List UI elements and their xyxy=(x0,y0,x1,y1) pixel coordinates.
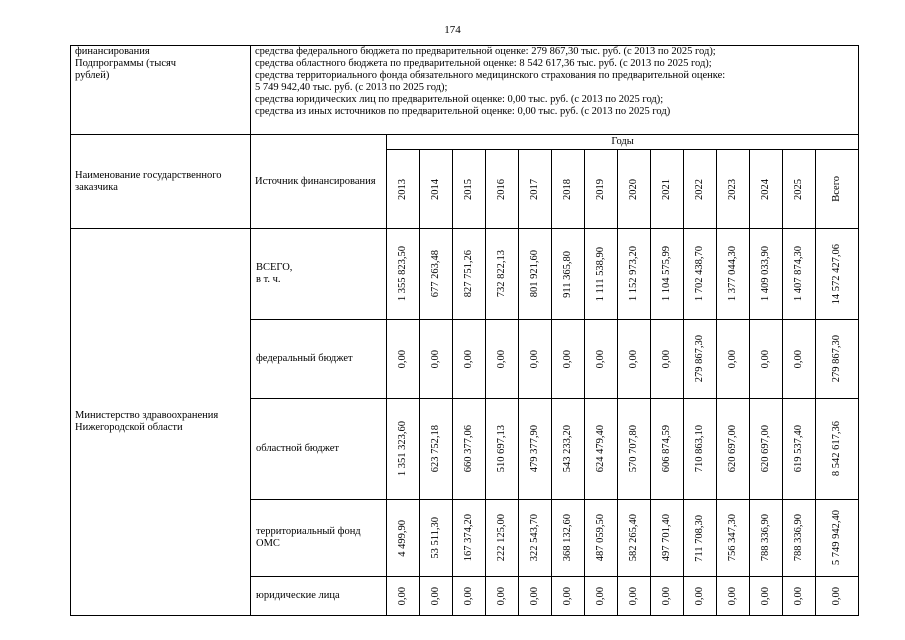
value-cell: 0,00 xyxy=(618,320,651,399)
value-cell: 624 479,40 xyxy=(585,399,618,500)
year-header-cell: 2014 xyxy=(420,150,453,229)
source-cell: областной бюджет xyxy=(251,399,387,500)
year-header-cell: 2021 xyxy=(651,150,684,229)
value-cell: 222 125,00 xyxy=(486,500,519,577)
value-cell: 0,00 xyxy=(420,320,453,399)
value-cell: 0,00 xyxy=(453,320,486,399)
summary-line: средства из иных источников по предварительной оценке: 0,00 тыс. руб. (с 2013 по 2025 год) xyxy=(255,106,671,117)
year-header-cell: 2016 xyxy=(486,150,519,229)
value-cell: 1 355 823,50 xyxy=(387,229,420,320)
financing-label-cell xyxy=(71,46,251,135)
value-cell: 710 863,10 xyxy=(684,399,717,500)
value-cell: 582 265,40 xyxy=(618,500,651,577)
value-cell: 0,00 xyxy=(519,320,552,399)
value-cell: 0,00 xyxy=(717,320,750,399)
value-cell: 0,00 xyxy=(453,577,486,616)
value-cell: 1 111 538,90 xyxy=(585,229,618,320)
value-cell: 0,00 xyxy=(420,577,453,616)
value-cell: 732 822,13 xyxy=(486,229,519,320)
total-value-cell: 14 572 427,06 xyxy=(816,229,859,320)
total-value-cell: 279 867,30 xyxy=(816,320,859,399)
summary-line: средства федерального бюджета по предварительной оценке: 279 867,30 тыс. руб. (с 2013 по 2025 год); xyxy=(255,46,716,57)
value-cell: 1 702 438,70 xyxy=(684,229,717,320)
value-cell: 756 347,30 xyxy=(717,500,750,577)
value-cell: 510 697,13 xyxy=(486,399,519,500)
value-cell: 4 499,90 xyxy=(387,500,420,577)
value-cell: 322 543,70 xyxy=(519,500,552,577)
value-cell: 570 707,80 xyxy=(618,399,651,500)
value-cell: 479 377,90 xyxy=(519,399,552,500)
summary-line: средства юридических лиц по предварительной оценке: 0,00 тыс. руб. (с 2013 по 2025 год); xyxy=(255,94,664,105)
source-label: ВСЕГО, xyxy=(256,262,293,273)
value-cell: 620 697,00 xyxy=(750,399,783,500)
value-cell: 801 921,60 xyxy=(519,229,552,320)
year-header-cell: 2024 xyxy=(750,150,783,229)
value-cell: 0,00 xyxy=(783,320,816,399)
source-sublabel: в т. ч. xyxy=(256,274,281,285)
year-header-cell: 2018 xyxy=(552,150,585,229)
value-cell: 620 697,00 xyxy=(717,399,750,500)
value-cell: 0,00 xyxy=(750,577,783,616)
value-cell: 0,00 xyxy=(486,320,519,399)
value-cell: 1 407 874,30 xyxy=(783,229,816,320)
value-cell: 53 511,30 xyxy=(420,500,453,577)
source-cell: юридические лица xyxy=(251,577,387,616)
value-cell: 0,00 xyxy=(552,320,585,399)
value-cell: 0,00 xyxy=(651,577,684,616)
value-cell: 619 537,40 xyxy=(783,399,816,500)
value-cell: 368 132,60 xyxy=(552,500,585,577)
total-value-cell: 8 542 617,36 xyxy=(816,399,859,500)
value-cell: 0,00 xyxy=(387,577,420,616)
value-cell: 606 874,59 xyxy=(651,399,684,500)
value-cell: 1 409 033,90 xyxy=(750,229,783,320)
value-cell: 711 708,30 xyxy=(684,500,717,577)
source-column-header: Источник финансирования xyxy=(251,135,387,229)
year-header-cell: 2023 xyxy=(717,150,750,229)
value-cell: 0,00 xyxy=(651,320,684,399)
value-cell: 0,00 xyxy=(717,577,750,616)
customer-cell: Министерство здравоохранения Нижегородской области xyxy=(71,229,251,616)
total-header-cell: Всего xyxy=(816,150,859,229)
value-cell: 0,00 xyxy=(585,320,618,399)
value-cell: 0,00 xyxy=(684,577,717,616)
year-header-cell: 2019 xyxy=(585,150,618,229)
financing-label-line: Подпрограммы (тысяч xyxy=(75,58,177,69)
total-value-cell: 5 749 942,40 xyxy=(816,500,859,577)
value-cell: 167 374,20 xyxy=(453,500,486,577)
value-cell: 0,00 xyxy=(486,577,519,616)
year-header-cell: 2015 xyxy=(453,150,486,229)
value-cell: 623 752,18 xyxy=(420,399,453,500)
value-cell: 0,00 xyxy=(552,577,585,616)
table-row xyxy=(71,229,859,320)
financing-summary-cell xyxy=(251,46,859,135)
year-header-cell: 2017 xyxy=(519,150,552,229)
financing-table xyxy=(70,45,859,616)
value-cell: 660 377,06 xyxy=(453,399,486,500)
value-cell: 1 377 044,30 xyxy=(717,229,750,320)
year-header-cell: 2013 xyxy=(387,150,420,229)
value-cell: 0,00 xyxy=(387,320,420,399)
value-cell: 1 104 575,99 xyxy=(651,229,684,320)
value-cell: 788 336,90 xyxy=(783,500,816,577)
value-cell: 827 751,26 xyxy=(453,229,486,320)
summary-line: средства территориального фонда обязательного медицинского страхования по предварительной оценке: xyxy=(255,70,726,81)
source-cell xyxy=(251,229,387,320)
value-cell: 487 059,50 xyxy=(585,500,618,577)
year-header-cell: 2022 xyxy=(684,150,717,229)
value-cell: 0,00 xyxy=(618,577,651,616)
financing-label-line: финансирования xyxy=(75,46,150,57)
source-cell: территориальный фонд ОМС xyxy=(251,500,387,577)
page-number: 174 xyxy=(444,24,461,36)
value-cell: 497 701,40 xyxy=(651,500,684,577)
years-header: Годы xyxy=(387,135,859,150)
value-cell: 0,00 xyxy=(783,577,816,616)
financing-label-line: рублей) xyxy=(75,70,110,81)
value-cell: 0,00 xyxy=(750,320,783,399)
value-cell: 1 152 973,20 xyxy=(618,229,651,320)
value-cell: 543 233,20 xyxy=(552,399,585,500)
value-cell: 788 336,90 xyxy=(750,500,783,577)
summary-line: средства областного бюджета по предварительной оценке: 8 542 617,36 тыс. руб. (с 2013 по 2025 год); xyxy=(255,58,712,69)
value-cell: 1 351 323,60 xyxy=(387,399,420,500)
value-cell: 911 365,80 xyxy=(552,229,585,320)
customer-column-header: Наименование государственного заказчика xyxy=(71,135,251,229)
total-value-cell: 0,00 xyxy=(816,577,859,616)
year-header-cell: 2025 xyxy=(783,150,816,229)
value-cell: 0,00 xyxy=(519,577,552,616)
value-cell: 279 867,30 xyxy=(684,320,717,399)
year-header-cell: 2020 xyxy=(618,150,651,229)
summary-line: 5 749 942,40 тыс. руб. (с 2013 по 2025 год); xyxy=(255,82,448,93)
source-cell: федеральный бюджет xyxy=(251,320,387,399)
value-cell: 677 263,48 xyxy=(420,229,453,320)
value-cell: 0,00 xyxy=(585,577,618,616)
